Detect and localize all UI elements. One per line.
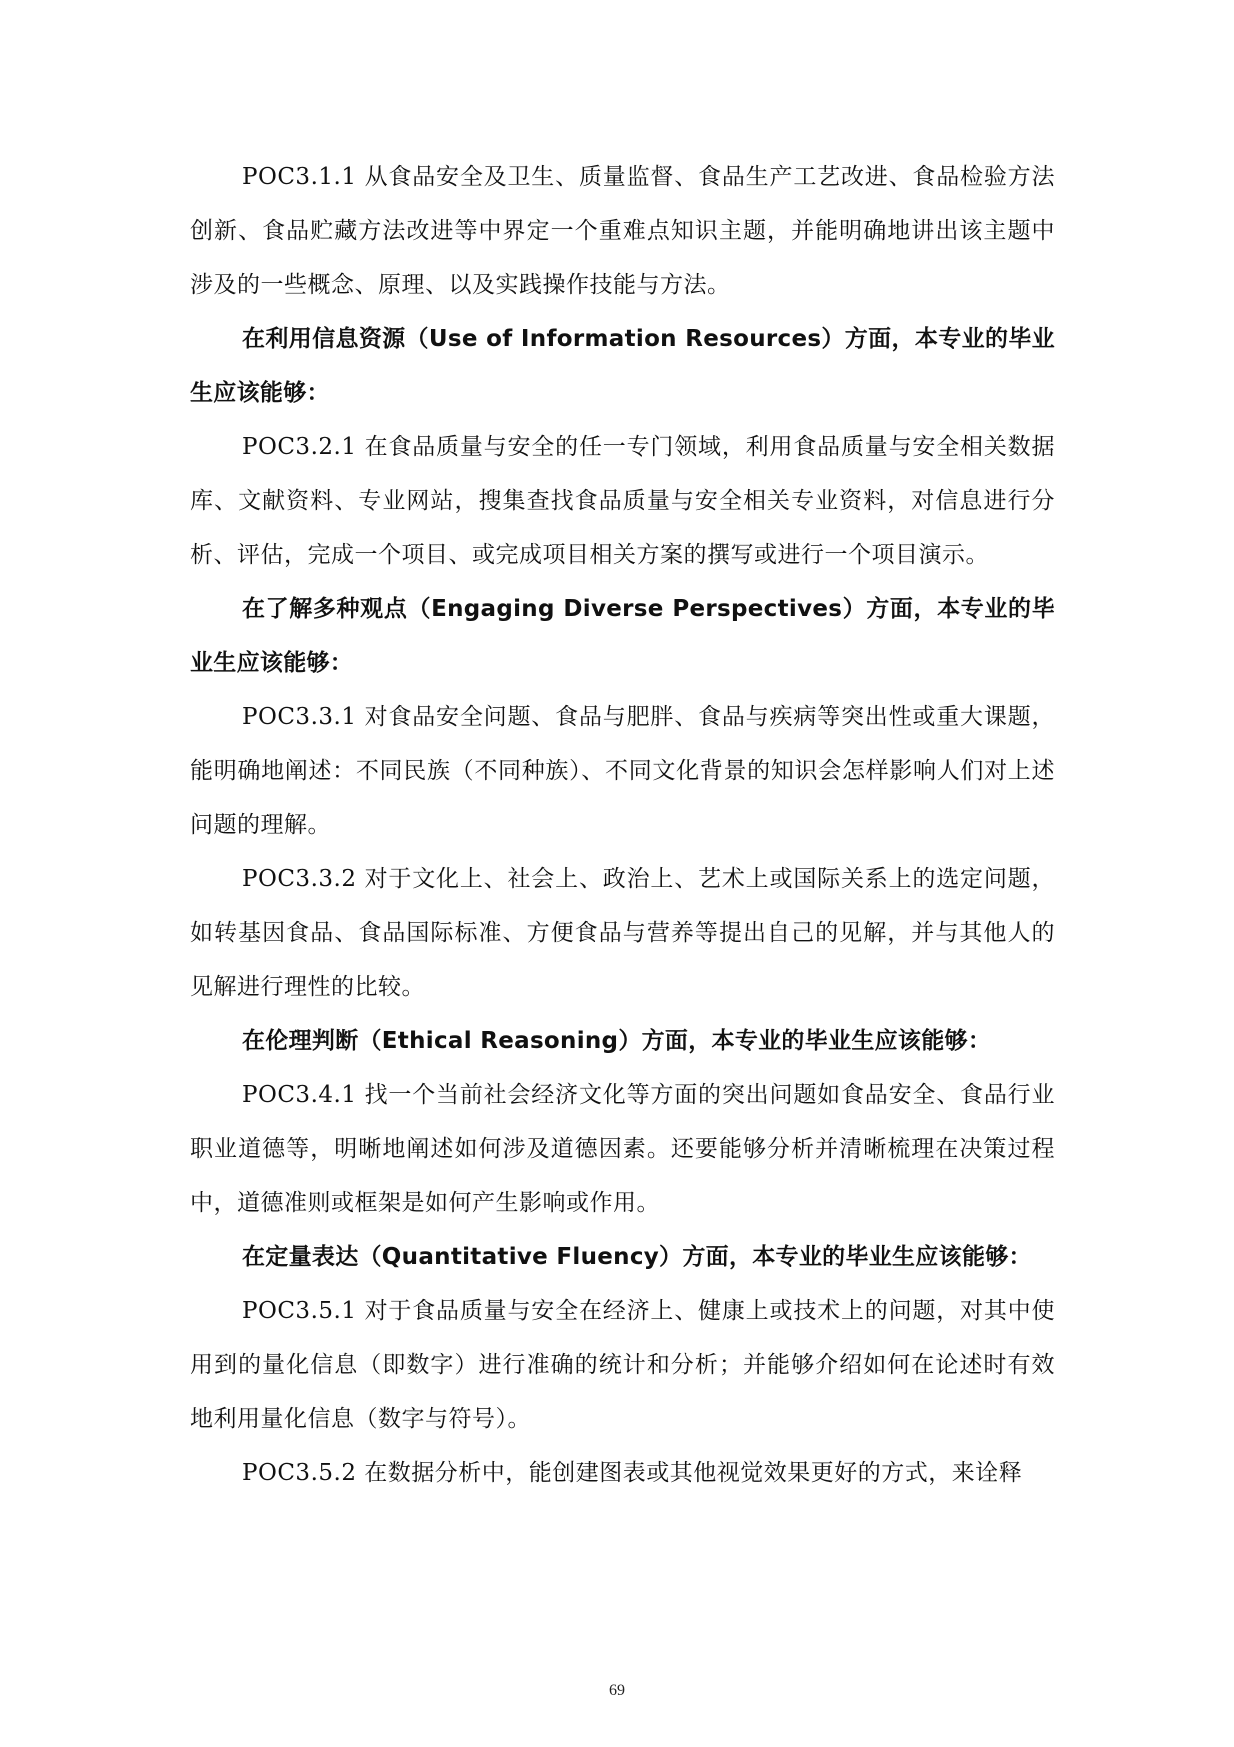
paragraph-poc3-3-1: POC3.3.1 对食品安全问题、食品与肥胖、食品与疾病等突出性或重大课题，能明确地阐述：不同民族（不同种族）、不同文化背景的知识会怎样影响人们对上述问题的理解。 <box>190 704 1055 838</box>
section-heading-quantitative-fluency: 在定量表达（Quantitative Fluency）方面，本专业的毕业生应该能够： <box>242 1244 1032 1270</box>
section-heading-ethical-reasoning: 在伦理判断（Ethical Reasoning）方面，本专业的毕业生应该能够： <box>242 1028 992 1054</box>
paragraph-poc3-1-1: POC3.1.1 从食品安全及卫生、质量监督、食品生产工艺改进、食品检验方法创新、食品贮藏方法改进等中界定一个重难点知识主题，并能明确地讲出该主题中涉及的一些概念、原理、以及实践操作技能与方法。 <box>190 164 1055 298</box>
paragraph-poc3-2-1: POC3.2.1 在食品质量与安全的任一专门领域，利用食品质量与安全相关数据库、文献资料、专业网站，搜集查找食品质量与安全相关专业资料，对信息进行分析、评估，完成一个项目、或完成项目相关方案的撰写或进行一个项目演示。 <box>190 434 1055 568</box>
section-heading-diverse-perspectives: 在了解多种观点（Engaging Diverse Perspectives）方面，本专业的毕业生应该能够： <box>190 596 1055 676</box>
document-page <box>190 150 1055 1500</box>
page-number: 69 <box>609 1682 625 1699</box>
paragraph-poc3-5-2: POC3.5.2 在数据分析中，能创建图表或其他视觉效果更好的方式，来诠释 <box>242 1460 1023 1486</box>
paragraph-poc3-5-1: POC3.5.1 对于食品质量与安全在经济上、健康上或技术上的问题，对其中使用到的量化信息（即数字）进行准确的统计和分析；并能够介绍如何在论述时有效地利用量化信息（数字与符号）。 <box>190 1298 1055 1432</box>
paragraph-poc3-3-2: POC3.3.2 对于文化上、社会上、政治上、艺术上或国际关系上的选定问题，如转基因食品、食品国际标准、方便食品与营养等提出自己的见解，并与其他人的见解进行理性的比较。 <box>190 866 1055 1000</box>
section-heading-information-resources: 在利用信息资源（Use of Information Resources）方面，本专业的毕业生应该能够： <box>190 326 1055 406</box>
paragraph-poc3-4-1: POC3.4.1 找一个当前社会经济文化等方面的突出问题如食品安全、食品行业职业道德等，明晰地阐述如何涉及道德因素。还要能够分析并清晰梳理在决策过程中，道德准则或框架是如何产生影响或作用。 <box>190 1082 1055 1216</box>
